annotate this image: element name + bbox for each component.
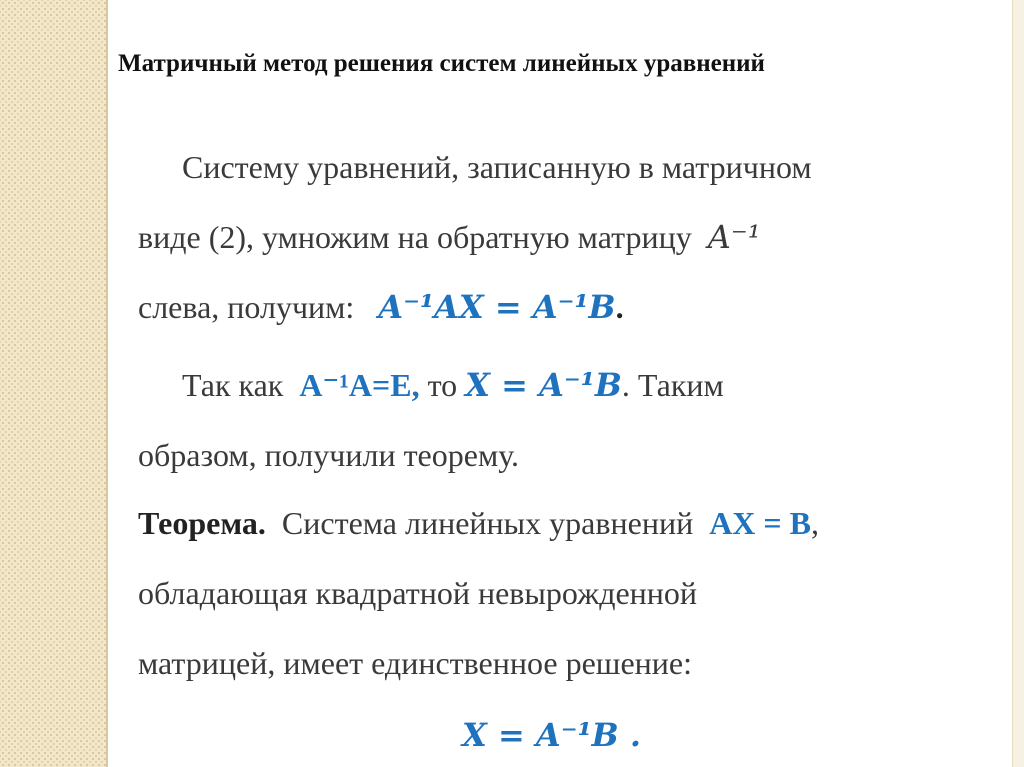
p3-line-3: матрицей, имеет единственное решение: <box>138 645 692 681</box>
sidebar-pattern <box>0 0 106 767</box>
right-edge <box>1012 0 1024 767</box>
final-formula: X = A⁻¹B . <box>462 716 641 754</box>
inverse-matrix-symbol: A⁻¹ <box>707 218 761 256</box>
p2-line-1: Так как A⁻¹A=E, то X = A⁻¹B. Таким <box>182 366 724 404</box>
paragraph-1 <box>138 132 1008 342</box>
p1-line-2: виде (2), умножим на обратную матрицу A⁻¹ <box>138 218 761 256</box>
p3-line-1: Теорема. Система линейных уравнений AX = B, <box>138 505 819 541</box>
formula-solution: X = A⁻¹B <box>465 366 622 404</box>
theorem-label: Теорема. <box>138 505 266 541</box>
p2-line-2: образом, получили теорему. <box>138 437 519 473</box>
formula-inverse-product: A⁻¹AX = A⁻¹B <box>378 288 616 326</box>
p1-line-3: слева, получим: A⁻¹AX = A⁻¹B. <box>138 288 624 326</box>
p3-line-2: обладающая квадратной невырожденной <box>138 575 698 611</box>
paragraph-2 <box>138 350 1008 490</box>
paragraph-3-theorem <box>138 488 1008 698</box>
formula-system: AX = B <box>709 505 811 541</box>
sidebar-divider <box>106 0 108 767</box>
slide-title: Матричный метод решения систем линейных уравнений <box>118 50 765 77</box>
identity-condition: A⁻¹A=E, <box>299 367 420 403</box>
p1-line-1: Систему уравнений, записанную в матричном <box>182 149 812 185</box>
